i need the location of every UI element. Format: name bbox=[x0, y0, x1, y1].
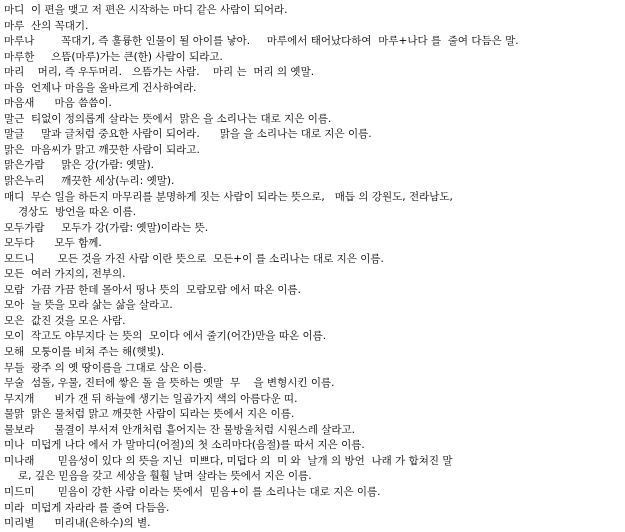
entry-line: 모드니 모든 것을 가진 사람 이란 뜻으로 모든+이 를 소리나는 대로 지은 이름. bbox=[4, 252, 384, 265]
entry-line: 미나래 믿음성이 있다 의 뜻을 지닌 미쁘다, 미덥다 의 미 와 날개 의 방언 나래 가 합쳐진 말 bbox=[4, 454, 453, 467]
entry-line: 매디 무슨 일을 하든지 마무리를 분명하게 짓는 사람이 되라는 뜻으로, 매듭 의 강원도, 전라남도, bbox=[4, 190, 453, 203]
entry-line: 무술 섬돌, 우물, 진터에 쌓은 돌 을 뜻하는 옛말 무 을 변형시킨 이름. bbox=[4, 377, 335, 390]
entry-continuation-line: 경상도 방언을 따온 이름. bbox=[18, 206, 137, 219]
entry-line: 물보라 물결이 부서져 안개처럼 흩어지는 잔 물방울처럼 시원스레 살라고. bbox=[4, 423, 356, 436]
entry-line: 마음 언제나 마음을 올바르게 건사하여라. bbox=[4, 81, 197, 94]
entry-line: 모람 가끔 가끔 한데 몰아서 띵나 뜻의 모람모람 에서 따온 이름. bbox=[4, 283, 301, 296]
entry-line: 마루 산의 꼭대기. bbox=[4, 19, 89, 32]
entry-line: 맑은가람 맑은 강(가람: 옛말). bbox=[4, 159, 155, 172]
entry-line: 모이 작고도 야무지다 는 뜻의 모이다 에서 줄기(어간)만을 따온 이름. bbox=[4, 330, 327, 343]
entry-line: 마루나 꼭대기, 즉 훌륭한 인물이 될 아이를 낳아. 마루에서 태어났다하여 마루+나다 를 줄여 다듬은 말. bbox=[4, 35, 519, 48]
entry-line: 말근 티없이 정의롭게 살라는 뜻에서 맑은 을 소리나는 대로 지은 이름. bbox=[4, 112, 332, 125]
entry-line: 모아 늘 뜻을 모라 삶는 삶을 살라고. bbox=[4, 299, 173, 312]
entry-continuation-line: 로, 깊은 믿음을 갖고 세상을 훨훨 날며 살라는 뜻에서 지은 이름. bbox=[18, 470, 312, 483]
entry-line: 모은 값진 것을 모은 사람. bbox=[4, 314, 126, 327]
entry-line: 말글 말과 글처럼 중요한 사람이 되어라. 맑을 을 소리나는 대로 지은 이름. bbox=[4, 128, 372, 141]
entry-line: 미라 미덥게 자라라 를 줄여 다듬음. bbox=[4, 501, 170, 514]
entry-line: 물맑 맑은 물처럼 맑고 깨끗한 사람이 되라는 뜻에서 지은 이름. bbox=[4, 408, 295, 421]
entry-line: 마음새 마음 씀씀이. bbox=[4, 97, 112, 110]
entry-line: 마리 머리, 즉 우두머리. 으뜸가는 사람. 마리 는 머리 의 옛말. bbox=[4, 66, 315, 79]
entry-line: 모든 여러 가지의, 전부의. bbox=[4, 268, 126, 281]
entry-line: 미드미 믿음이 강한 사람 이라는 뜻에서 믿음+이 를 소리나는 대로 지은 이름. bbox=[4, 485, 381, 498]
entry-line: 무지개 비가 갠 뒤 하늘에 생기는 일곱가지 색의 아름다운 띠. bbox=[4, 392, 298, 405]
entry-line: 미리별 미리내(은하수)의 별. bbox=[4, 517, 151, 530]
name-glossary-document bbox=[4, 3, 621, 532]
entry-line: 모두다 모두 함께. bbox=[4, 237, 102, 250]
entry-line: 모해 모퉁이를 비쳐 주는 해(햇빛). bbox=[4, 346, 165, 359]
entry-line: 모두가람 모두가 강(가람: 옛말)이라는 뜻. bbox=[4, 221, 209, 234]
entry-line: 맑은누리 깨끗한 세상(누리: 옛말). bbox=[4, 175, 175, 188]
entry-line: 마루한 으뜸(마루)가는 큰(한) 사람이 되라고. bbox=[4, 50, 223, 63]
entry-line: 무들 광주 의 옛 땅이름을 그대로 삼은 이름. bbox=[4, 361, 207, 374]
entry-line: 미나 미덥게 나다 에서 가 말마디(어절)의 첫 소리마다(음절)를 따서 지은 이름. bbox=[4, 439, 365, 452]
entry-line: 마디 이 편을 맺고 저 편은 시작하는 마디 같은 사람이 되어라. bbox=[4, 4, 288, 16]
entry-line: 맑은 마음씨가 맑고 깨끗한 사람이 되라고. bbox=[4, 143, 200, 156]
